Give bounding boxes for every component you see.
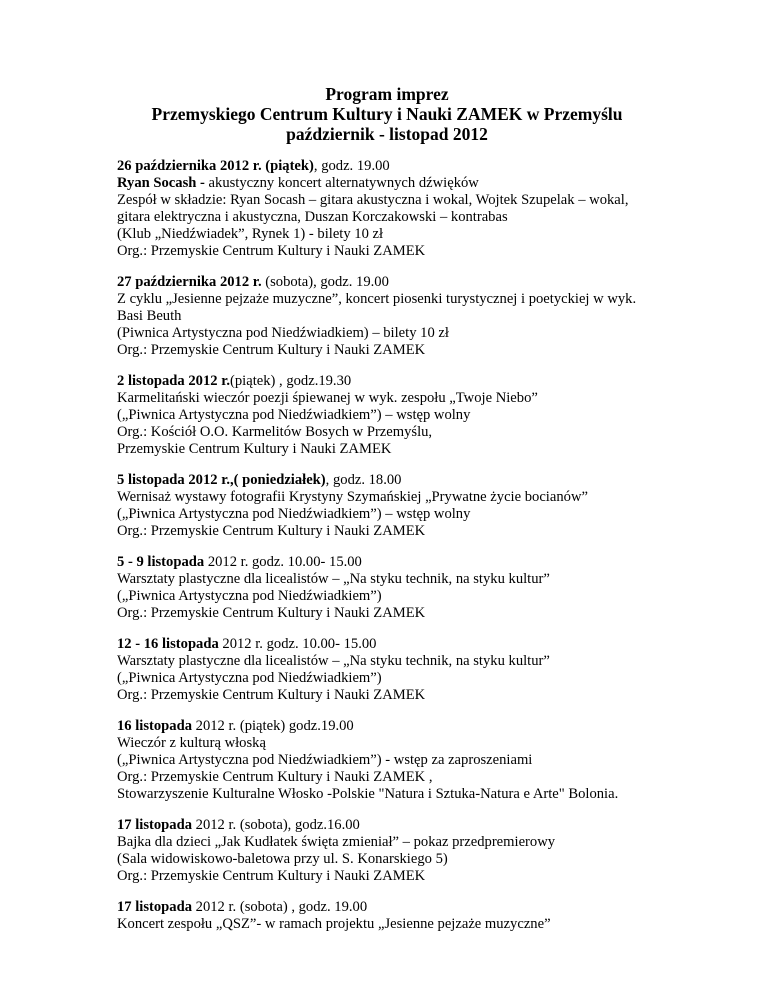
event-entry-9 <box>117 899 657 933</box>
event-date-rest: 2012 r. (sobota) , godz. 19.00 <box>192 899 368 915</box>
event-description: Wieczór z kulturą włoską <box>117 735 266 751</box>
event-entry-7 <box>117 718 657 803</box>
event-list <box>117 158 657 933</box>
event-date-bold: 5 listopada 2012 r.,( poniedziałek) <box>117 472 326 488</box>
event-date-bold: 5 - 9 listopada <box>117 554 205 570</box>
event-organizer: Org.: Przemyskie Centrum Kultury i Nauki ZAMEK <box>117 523 426 539</box>
event-description: Wernisaż wystawy fotografii Krystyny Szymańskiej „Prywatne życie bocianów” <box>117 489 588 505</box>
event-organizer-continued: Stowarzyszenie Kulturalne Włosko -Polskie "Natura i Sztuka-Natura e Arte" Bolonia. <box>117 786 619 802</box>
event-venue: („Piwnica Artystyczna pod Niedźwiadkiem”) <box>117 588 382 604</box>
event-date-rest: 2012 r. (piątek) godz.19.00 <box>192 718 354 734</box>
event-date-rest: (piątek) , godz.19.30 <box>230 373 352 389</box>
event-entry-5 <box>117 554 657 622</box>
event-date <box>117 373 657 390</box>
event-date-rest: , godz. 19.00 <box>313 158 390 174</box>
event-date <box>117 158 657 175</box>
event-date <box>117 554 657 571</box>
event-venue: (Sala widowiskowo-baletowa przy ul. S. Konarskiego 5) <box>117 851 448 867</box>
event-date <box>117 718 657 735</box>
event-entry-4 <box>117 472 657 540</box>
event-organizer-continued: Przemyskie Centrum Kultury i Nauki ZAMEK <box>117 441 392 457</box>
event-date <box>117 636 657 653</box>
event-entry-6 <box>117 636 657 704</box>
title-line-1: Program imprez <box>325 84 449 104</box>
event-description: Z cyklu „Jesienne pejzaże muzyczne”, koncert piosenki turystycznej i poetyckiej w wyk. Basi Beuth <box>117 291 637 324</box>
event-venue: (Piwnica Artystyczna pod Niedźwiadkiem) – bilety 10 zł <box>117 325 449 341</box>
event-lineup: Zespół w składzie: Ryan Socash – gitara akustyczna i wokal, Wojtek Szupelak – wokal, gitara elektryczna i akustyczna, Duszan Korczakowski – kontrabas <box>117 192 629 225</box>
title-line-3: październik - listopad 2012 <box>286 124 488 144</box>
event-description: Bajka dla dzieci „Jak Kudłatek święta zmieniał” – pokaz przedpremierowy <box>117 834 556 850</box>
document-title <box>117 84 657 144</box>
event-date-bold: 2 listopada 2012 r. <box>117 373 230 389</box>
event-date-bold: 17 listopada <box>117 817 193 833</box>
event-organizer: Org.: Przemyskie Centrum Kultury i Nauki ZAMEK <box>117 243 426 259</box>
event-organizer: Org.: Przemyskie Centrum Kultury i Nauki ZAMEK <box>117 342 426 358</box>
event-organizer: Org.: Przemyskie Centrum Kultury i Nauki ZAMEK <box>117 687 426 703</box>
event-venue: (Klub „Niedźwiadek”, Rynek 1) - bilety 10 zł <box>117 226 384 242</box>
event-description: Warsztaty plastyczne dla licealistów – „Na styku technik, na styku kultur” <box>117 571 550 587</box>
event-entry-3 <box>117 373 657 458</box>
title-line-2: Przemyskiego Centrum Kultury i Nauki ZAMEK w Przemyślu <box>151 104 623 124</box>
event-organizer: Org.: Kościół O.O. Karmelitów Bosych w Przemyślu, <box>117 424 433 440</box>
event-date <box>117 472 657 489</box>
event-date-bold: 17 listopada <box>117 899 193 915</box>
event-headline <box>117 175 657 192</box>
event-venue: („Piwnica Artystyczna pod Niedźwiadkiem”) - wstęp za zaproszeniami <box>117 752 533 768</box>
event-date-bold: 16 listopada <box>117 718 193 734</box>
event-description: Warsztaty plastyczne dla licealistów – „Na styku technik, na styku kultur” <box>117 653 550 669</box>
event-performer: Ryan Socash - <box>117 175 205 191</box>
event-entry-2 <box>117 274 657 359</box>
event-entry-8 <box>117 817 657 885</box>
event-date-rest: 2012 r. godz. 10.00- 15.00 <box>204 554 362 570</box>
event-description: Karmelitański wieczór poezji śpiewanej w wyk. zespołu „Twoje Niebo” <box>117 390 538 406</box>
event-date-rest: , godz. 18.00 <box>325 472 402 488</box>
event-date-rest: 2012 r. godz. 10.00- 15.00 <box>218 636 377 652</box>
event-date-bold: 26 października 2012 r. (piątek) <box>117 158 314 174</box>
event-date-rest: 2012 r. (sobota), godz.16.00 <box>192 817 360 833</box>
event-date <box>117 817 657 834</box>
event-organizer: Org.: Przemyskie Centrum Kultury i Nauki ZAMEK <box>117 605 426 621</box>
event-date-rest: (sobota), godz. 19.00 <box>261 274 389 290</box>
event-organizer: Org.: Przemyskie Centrum Kultury i Nauki ZAMEK <box>117 868 426 884</box>
event-date-bold: 27 października 2012 r. <box>117 274 262 290</box>
document-page <box>117 84 657 947</box>
event-entry-1 <box>117 158 657 260</box>
event-description: Koncert zespołu „QSZ”- w ramach projektu „Jesienne pejzaże muzyczne” <box>117 916 551 932</box>
event-venue: („Piwnica Artystyczna pod Niedźwiadkiem”) – wstęp wolny <box>117 506 471 522</box>
event-description: akustyczny koncert alternatywnych dźwięków <box>204 175 479 191</box>
event-date-bold: 12 - 16 listopada <box>117 636 219 652</box>
event-venue: („Piwnica Artystyczna pod Niedźwiadkiem”) – wstęp wolny <box>117 407 471 423</box>
event-venue: („Piwnica Artystyczna pod Niedźwiadkiem”) <box>117 670 382 686</box>
event-organizer: Org.: Przemyskie Centrum Kultury i Nauki ZAMEK , <box>117 769 433 785</box>
event-date <box>117 899 657 916</box>
event-date <box>117 274 657 291</box>
